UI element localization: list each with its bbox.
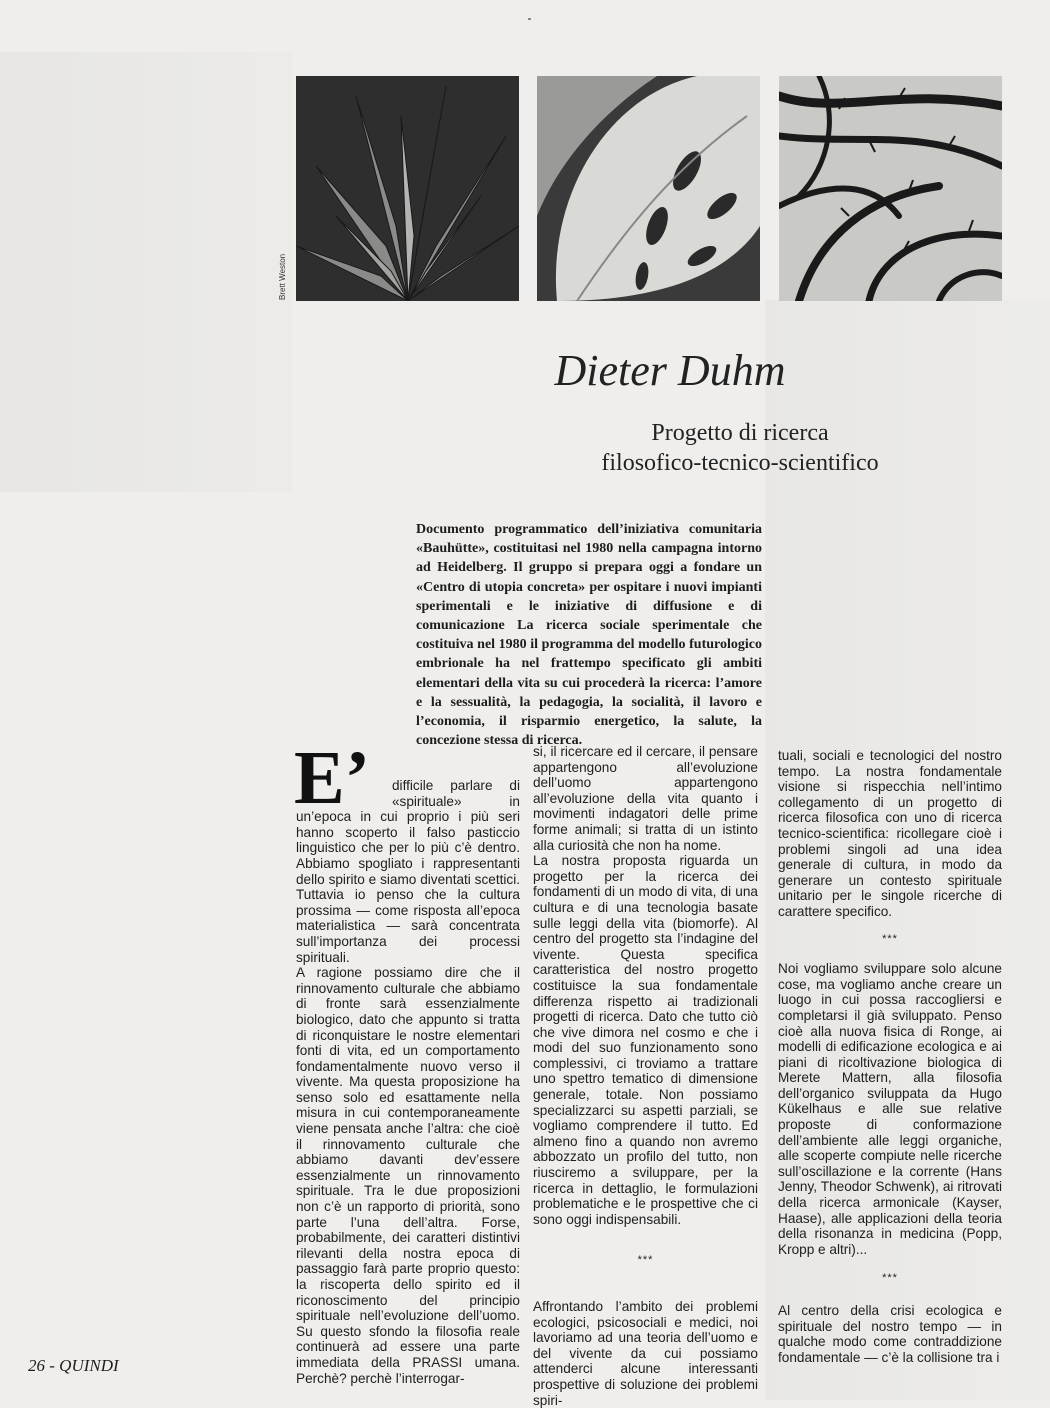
- paragraph: Al centro della crisi ecologica e spirituale del nostro tempo — in qualche modo come contraddizione fondamentale — c’è la collisione tra i: [778, 1303, 1002, 1365]
- article-subtitle: [440, 418, 1040, 478]
- paragraph: La nostra proposta riguarda un progetto per la ricerca dei fondamenti di un modo di vita, di una cultura e di una tecnologia basate sulle leggi della vita (biomorfe). Al centro del progetto sta l’indagine del vivente. Questa specifica caratteristica del nostro progetto costituisce la sua fondamentale differenza rispetto ai tradizionali progetti di ricerca. Dato che tutto ciò che vive dimora nel cosmo e che i modi del suo funzionamento sono complessivi, ci troviamo a trattare uno spettro tematico di dimensione generale, totale. Non possiamo specializzarci su aspetti parziali, se vogliamo comprendere il tutto. Ed almeno fino a quando non avremo abbozzato un profilo del tutto, non riusciremo a sviluppare, per la ricerca in dettaglio, le formulazioni problematiche e le prospettive che ci sono oggi indispensabili.: [533, 853, 758, 1227]
- paragraph: tuali, sociali e tecnologici del nostro tempo. La nostra fondamentale visione si rispecchia nell’intimo collegamento di un progetto di ricerca filosofica con uno di ricerca tecnico-scientifica: ricollegare cioè i problemi singoli ad una idea generale di cultura, in modo da generare un contesto spirituale unitario per le singole ricerche di carattere specifico.: [778, 748, 1002, 919]
- subtitle-line-1: Progetto di ricerca: [651, 420, 829, 446]
- lead-paragraph: Documento programmatico dell’iniziativa comunitaria «Bauhütte», costituitasi nel 1980 nella campagna intorno ad Heidelberg. Il gruppo si prepara oggi a fondare un «Centro di utopia concreta» per ospitare i nuovi impianti sperimentali e le iniziative di diffusione e di comunicazione La ricerca sociale sperimentale che costituiva nel 1980 il programma del modello futurologico embrionale ha nel frattempo specificato gli ambiti elementari della vita su cui procederà la ricerca: l’amore e la sessualità, la pedagogia, la socialità, il lavoro e l’economia, il risparmio energetico, la salute, la concezione stessa di ricerca.: [416, 522, 762, 749]
- bleed-through-left: [0, 52, 292, 492]
- photo-credit: Brett Weston: [278, 253, 287, 300]
- paragraph: Affrontando l’ambito dei problemi ecologici, psicosociali e medici, noi lavoriamo ad una teoria dell’uomo e del vivente da cui possiamo attenderci alcune interessanti prospettive di soluzione dei problemi spiri-: [533, 1299, 758, 1408]
- agave-photo: [296, 76, 519, 301]
- section-separator: ***: [882, 1272, 898, 1285]
- drop-cap: E’: [294, 736, 370, 820]
- paragraph: A ragione possiamo dire che il rinnovamento culturale che abbiamo di fronte sarà essenzialmente biologico, dato che appunto si tratta di riconquistare le nostre elementari fonti di vita, ed un comportamento fondamentalmente nuovo verso il vivente. Ma questa proposizione ha senso solo ed esattamente nella misura in cui contemporaneamente viene pensata anche l’altra: che cioè il rinnovamento culturale che abbiamo davanti dev’essere essenzialmente un rinnovamento spirituale. Tra le due proposizioni non c’è un rapporto di priorità, sono parte l’una dell’altra. Forse, probabilmente, dei caratteri distintivi rilevanti della nostra epoca di passaggio farà parte proprio questo: la riscoperta dello spirito ed il riconoscimento del principio spirituale nell’evoluzione dell’uomo. Su questo sfondo la filosofia reale continuerà ad essere una parte immediata della PRASSI umana. Perchè? perchè l’interrogar-: [296, 965, 520, 1386]
- text-column-1: [294, 736, 520, 1386]
- thorny-branches-photo: [779, 76, 1002, 301]
- text-column-2: [533, 744, 758, 1408]
- paragraph: difficile parlare di «spirituale» in un’epoca in cui proprio i più seri hanno scoperto il falso pasticcio linguistico che per lo più c’è dentro. Abbiamo spogliato i rappresentanti dello spirito e siamo diventati scettici. Tuttavia io penso che la cultura prossima — come risposta all’epoca materialistica — sarà concentrata sull’importanza dei processi spirituali.: [296, 778, 520, 965]
- subtitle-line-2: filosofico-tecnico-scientifico: [601, 450, 879, 476]
- print-mark: [528, 18, 531, 20]
- monstera-leaf-photo: [537, 76, 760, 301]
- author-name: Dieter Duhm: [554, 346, 786, 395]
- section-separator: ***: [882, 932, 898, 945]
- page-footer: 26 - QUINDI: [28, 1356, 119, 1375]
- paragraph: si, il ricercare ed il cercare, il pensare appartengono all’evoluzione dell’uomo appartengono all’evoluzione della vita quanto i movimenti indagatori delle prime forme animali; si tratta di un istinto alla curiosità che non ha nome.: [533, 744, 758, 853]
- paragraph: Noi vogliamo sviluppare solo alcune cose, ma vogliamo anche creare un luogo in cui possa raccogliersi e completarsi il già sviluppato. Penso cioè alla nuova fisica di Ronge, ai modelli di edificazione ecologica e ai piani di ricoltivazione biologica di Merete Mattern, alla filosofia dell’organico sviluppata da Hugo Kükelhaus e alle sue relative proposte di conformazione dell’ambiente alle leggi organiche, alle scoperte compiute nelle ricerche sull’oscillazione e la corrente (Hans Jenny, Theodor Schwenk), ai ritrovati della ricerca armonicale (Kayser, Haase), alle applicazioni della teoria della risonanza in medicina (Popp, Kropp e altri)...: [778, 961, 1002, 1257]
- section-separator: ***: [637, 1254, 654, 1267]
- text-column-3: [778, 748, 1002, 1365]
